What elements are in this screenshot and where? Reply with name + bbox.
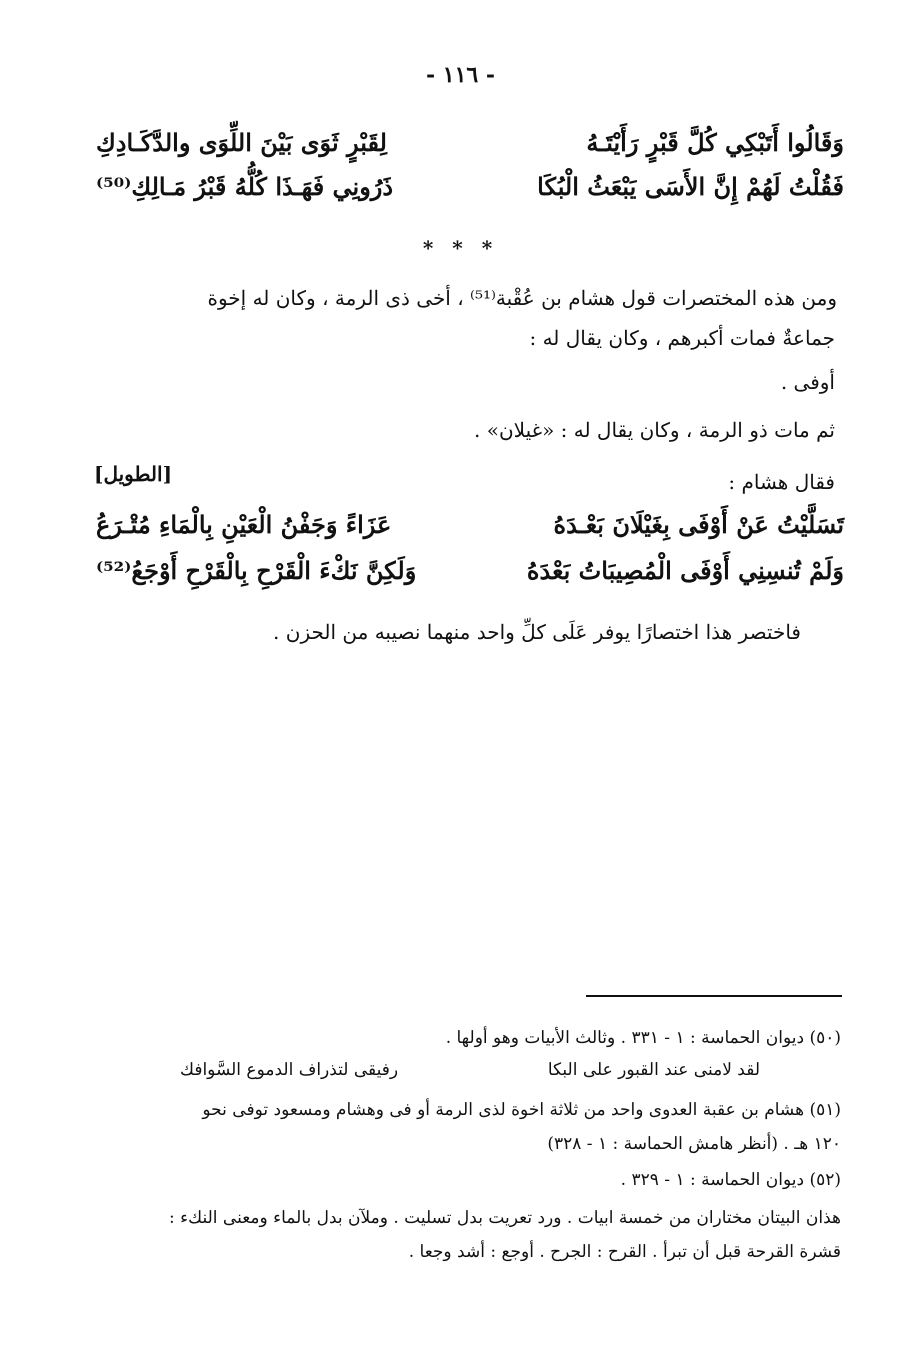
footnote-50-verse <box>180 1060 760 1088</box>
poem2-verse1 <box>96 510 844 544</box>
footnote-50-verse-first: لقد لامنى عند القبور على البكا <box>547 1060 760 1080</box>
footnote-52: (٥٢) ديوان الحماسة : ١ - ٣٢٩ . <box>620 1170 841 1190</box>
footnote-note-line-2: قشرة القرحة قبل أن تبرأ . القرح : الجرح . أوجع : أشد وجعا . <box>408 1242 841 1262</box>
footnote-rule <box>586 995 842 997</box>
meter-label: [الطويل] <box>94 462 173 486</box>
body-line-1: ومن هذه المختصرات قول هشام بن عُقْبة⁽⁵¹⁾ ، أخى ذى الرمة ، وكان له إخوة <box>207 286 837 310</box>
body-line-5: فقال هشام : <box>728 470 835 494</box>
poem2-verse2 <box>96 556 844 590</box>
body-line-3: أوفى . <box>780 370 835 394</box>
footnote-50-verse-second: رفيقى لتذراف الدموع السَّوافك <box>180 1060 399 1080</box>
section-separator: * * * <box>422 236 499 260</box>
body-line-4: ثم مات ذو الرمة ، وكان يقال له : «غيلان» . <box>474 418 835 442</box>
conclusion-line: فاختصر هذا اختصارًا يوفر عَلَى كلِّ واحد منهما نصيبه من الحزن . <box>273 620 801 644</box>
poem1-verse2-second-hemistich: ذَرُونِي فَهَـذَا كُلُّهُ قَبْرُ مَـالِكِ⁽⁵⁰⁾ <box>96 172 394 201</box>
poem1-verse1-second-hemistich: لِقَبْرٍ ثَوَى بَيْنَ اللِّوَى والدَّكَـادِكِ <box>96 128 387 157</box>
poem1-verse1-first-hemistich: وَقَالُوا أَتَبْكِي كُلَّ قَبْرٍ رَأَيْتَـهُ <box>586 128 844 157</box>
footnote-51-line-1: (٥١) هشام بن عقبة العدوى واحد من ثلاثة اخوة لذى الرمة أو فى وهشام ومسعود توفى نحو <box>202 1100 841 1120</box>
poem1-verse1 <box>96 128 844 162</box>
body-line-2: جماعةٌ فمات أكبرهم ، وكان يقال له : <box>529 326 835 350</box>
footnote-note-line-1: هذان البيتان مختاران من خمسة ابيات . ورد تعريت بدل تسليت . وملآن بدل بالماء ومعنى النكء : <box>169 1208 841 1228</box>
poem1-verse2-first-hemistich: فَقُلْتُ لَهُمْ إِنَّ الأَسَى يَبْعَثُ الْبُكَا <box>537 172 844 201</box>
poem2-verse1-second-hemistich: عَزَاءً وَجَفْنُ الْعَيْنِ بِالْمَاءِ مُتْـرَعُ <box>96 510 392 539</box>
poem1-verse2 <box>96 172 844 206</box>
poem2-verse2-first-hemistich: وَلَمْ تُنسِنِي أَوْفَى الْمُصِيبَاتُ بَعْدَهُ <box>526 556 844 585</box>
poem2-verse1-first-hemistich: تَسَلَّيْتُ عَنْ أَوْفَى بِغَيْلَانَ بَعْـدَهُ <box>553 510 844 539</box>
footnote-51-line-2: ١٢٠ هـ . (أنظر هامش الحماسة : ١ - ٣٢٨) <box>547 1134 841 1154</box>
page-number: - ١١٦ - <box>425 62 496 88</box>
footnote-50: (٥٠) ديوان الحماسة : ١ - ٣٣١ . وثالث الأبيات وهو أولها . <box>445 1028 841 1048</box>
poem2-verse2-second-hemistich: وَلَكِنَّ نَكْءَ الْقَرْحِ بِالْقَرْحِ أَوْجَعُ⁽⁵²⁾ <box>96 556 417 585</box>
